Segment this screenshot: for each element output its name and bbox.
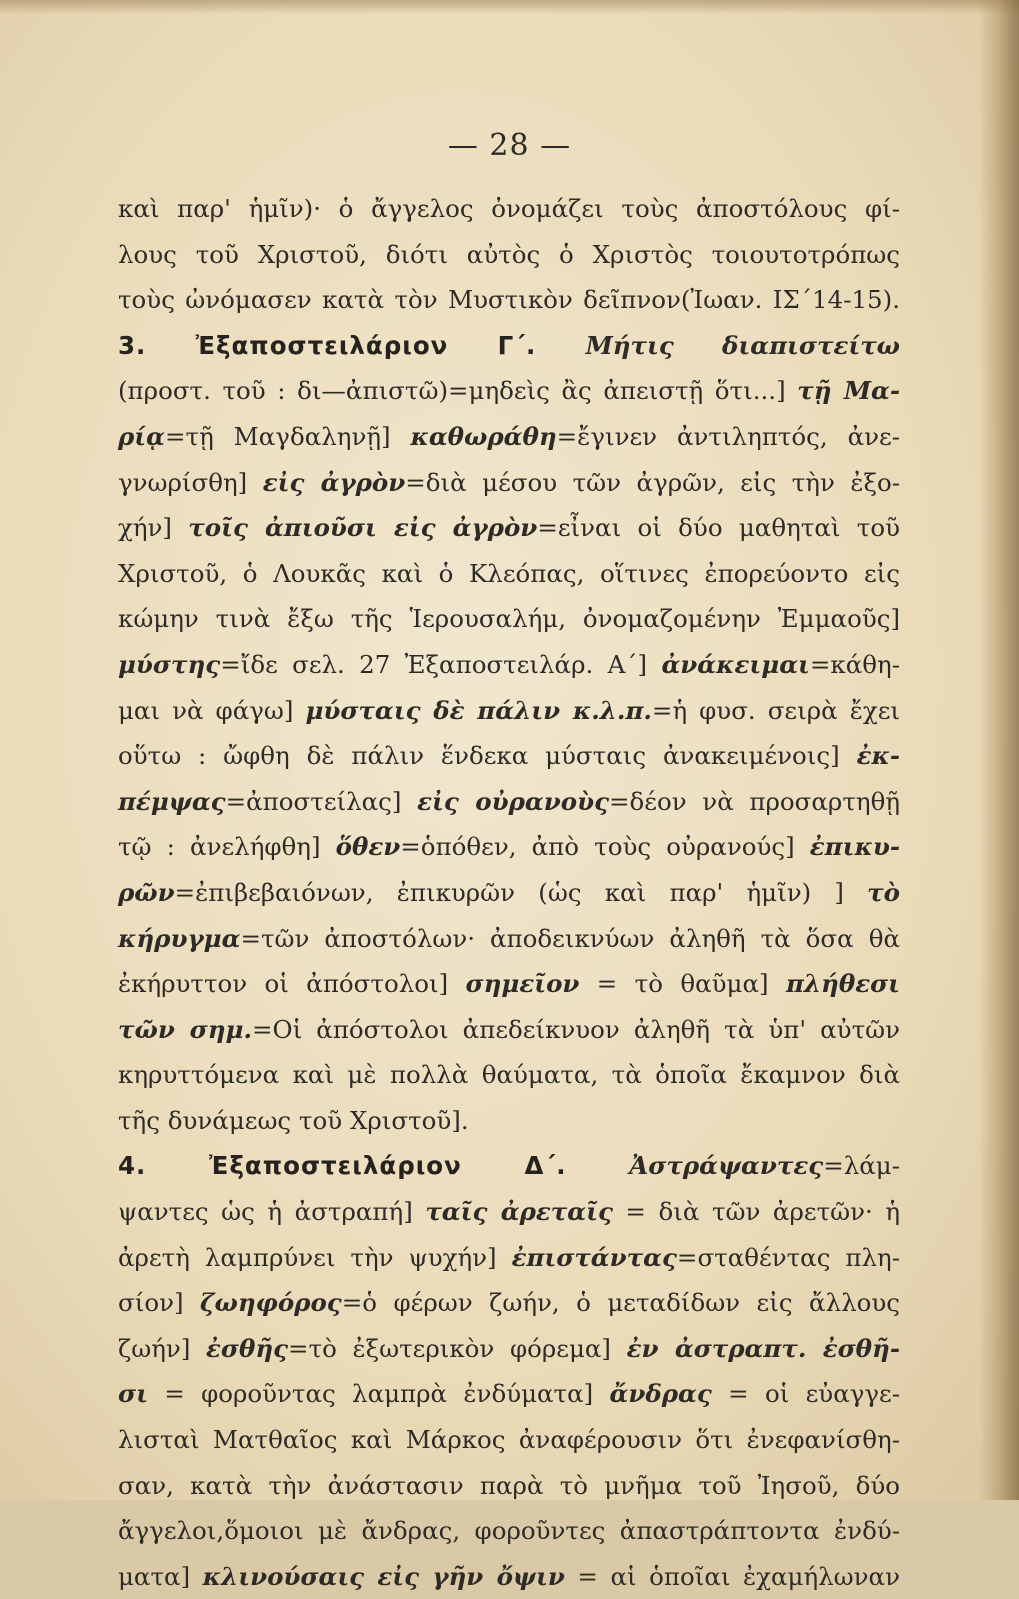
lemma-term: κλινούσαις εἰς γῆν ὄψιν [202,1561,565,1591]
text-run: =εἶναι οἱ δύο μαθηταὶ τοῦ [537,513,901,543]
text-line [118,824,900,870]
lemma-term: ρῶν [118,877,175,907]
text-run: =δέον νὰ προσαρτηθῇ [609,786,900,816]
text-run: = οἱ εὐαγγε- [711,1379,900,1409]
page-number: — 28 — [447,128,572,163]
commentary-text [118,186,900,1599]
text-run: =ἐπιβεβαιόνων, ἐπικυρῶν (ὡς καὶ παρ' ἡμῖν) ] [174,877,868,907]
text-run: =σταθέντας πλη- [676,1242,900,1272]
text-line [118,688,900,734]
section-heading: Ἐξαποστειλάριον Γ΄. [195,330,586,360]
text-line [118,323,900,369]
lemma-term: ἐν ἀστραπτ. ἐσθῆ- [626,1333,900,1363]
lemma-term: ἐκ- [856,741,900,771]
text-line [118,1280,900,1326]
text-run: ζωήν] [118,1333,207,1363]
text-line [118,733,900,779]
lemma-term: τῶν σημ. [118,1014,252,1044]
text-line [118,551,900,597]
text-run: οὕτω : ὤφθη δὲ πάλιν ἕνδεκα μύσταις ἀνακειμένοις] [118,741,857,771]
lemma-term: τὸ [867,877,900,907]
text-line [118,1007,900,1053]
text-run: γνωρίσθη] [118,467,263,497]
text-line [118,1235,900,1281]
section-number: 3. [118,330,196,360]
text-line [118,870,900,916]
text-line [118,277,900,323]
text-line [118,232,900,278]
text-line [118,1371,900,1417]
lemma-term: ζωηφόρος [200,1288,342,1318]
lemma-term: ρίᾳ [118,421,166,451]
lemma-term: σημεῖον [465,969,580,999]
lemma-term: μύσταις δὲ πάλιν κ.λ.π. [305,695,652,725]
text-line [118,596,900,642]
section-heading: Ἐξαποστειλάριον Δ΄. [209,1151,630,1181]
lemma-term: σι [118,1379,148,1409]
lemma-term: ταῖς ἀρεταῖς [425,1197,613,1227]
lemma-term: εἰς οὐρανοὺς [417,786,609,816]
lemma-term: ἀνάκειμαι [661,649,810,679]
text-line [118,1417,900,1463]
lemma-term: πέμψας [118,786,226,816]
text-run: καὶ παρ' ἡμῖν)· ὁ ἄγγελος ὀνομάζει τοὺς ἀποστόλους φί- [118,194,900,223]
text-run: =τῶν ἀποστόλων· ἀποδεικνύων ἀληθῆ τὰ ὅσα θὰ [240,923,900,953]
text-run: μαι νὰ φάγω] [118,695,306,725]
text-line [118,1143,900,1189]
lemma-term: πλήθεσι [785,969,901,999]
lemma-term: ἄνδρας [609,1379,712,1409]
text-run: Χριστοῦ, ὁ Λουκᾶς καὶ ὁ Κλεόπας, οἵτινες ἐπορεύοντο εἰς [118,558,900,588]
text-run: κηρυττόμενα καὶ μὲ πολλὰ θαύματα, τὰ ὁποῖα ἔκαμνον διὰ [118,1060,900,1090]
text-line [118,1508,900,1554]
text-run: = φοροῦντας λαμπρὰ ἐνδύματα] [147,1379,610,1409]
text-run: =ἡ φυσ. σειρὰ ἔχει [651,695,900,725]
section-number: 4. [118,1151,210,1181]
text-line [118,1463,900,1509]
text-line [118,1098,900,1144]
text-run: ἀρετὴ λαμπρύνει τὴν ψυχήν] [118,1242,512,1272]
text-line [118,642,900,688]
text-line [118,779,900,825]
text-run: =τῇ Μαγδαληνῇ] [165,421,411,451]
lemma-term: Μήτις διαπιστείτω [585,330,900,360]
lemma-term: τοῖς ἀπιοῦσι εἰς ἀγρὸν [188,513,538,543]
lemma-term: ἐσθῆς [206,1333,289,1363]
text-run: = τὸ θαῦμα] [579,969,786,999]
text-run: τοὺς ὠνόμασεν κατὰ τὸν Μυστικὸν δεῖπνον(Ἰωαν. ΙΣ΄14-15). [118,285,900,315]
text-line [118,1326,900,1372]
text-run: ἐκήρυττον οἱ ἀπόστολοι] [118,969,466,999]
text-run: λισταὶ Ματθαῖος καὶ Μάρκος ἀναφέρουσιν ὅτι ἐνεφανίσθη- [118,1425,900,1455]
text-run: ψαντες ὡς ἡ ἀστραπή] [118,1197,426,1227]
text-run: =κάθη- [809,649,900,679]
text-run: =ἴδε σελ. 27 Ἐξαποστειλάρ. Α΄] [220,649,662,679]
text-run: =τὸ ἐξωτερικὸν φόρεμα] [288,1333,627,1363]
text-run: = διὰ τῶν ἀρετῶν· ἡ [612,1197,901,1227]
text-run: =Οἱ ἀπόστολοι ἀπεδείκνυον ἀληθῆ τὰ ὑπ' αὐτῶν [251,1014,901,1044]
text-run: χήν] [118,513,189,543]
text-line [118,460,900,506]
text-line [118,1189,900,1235]
text-run: ἄγγελοι,ὅμοιοι μὲ ἄνδρας, φοροῦντες ἀπαστράπτοντα ἐνδύ- [118,1516,900,1546]
lemma-term: καθωράθη [410,421,557,451]
text-run: σίον] [118,1288,201,1318]
text-line [118,916,900,962]
page-binding-edge [979,0,1019,1500]
lemma-term: μύστης [118,649,221,679]
text-run: =λάμ- [823,1151,900,1181]
text-run: τῆς δυνάμεως τοῦ Χριστοῦ]. [118,1105,469,1135]
lemma-term: ὅθεν [335,832,401,862]
text-run: =ἀποστείλας] [225,786,418,816]
text-line [118,368,900,414]
text-run: =ὁπόθεν, ἀπὸ τοὺς οὐρανούς] [400,832,810,862]
lemma-term: Ἀστράψαντες [629,1151,824,1181]
text-line [118,414,900,460]
text-run: λους τοῦ Χριστοῦ, διότι αὐτὸς ὁ Χριστὸς τοιουτοτρόπως [118,239,900,269]
text-run: = αἱ ὁποῖαι ἐχαμήλωναν [564,1561,900,1591]
text-run: =διὰ μέσου τῶν ἀγρῶν, εἰς τὴν ἐξο- [405,467,900,497]
text-run: ματα] [118,1561,203,1591]
lemma-term: τῇ Μα- [797,376,900,406]
text-run: σαν, κατὰ τὴν ἀνάστασιν παρὰ τὸ μνῆμα τοῦ Ἰησοῦ, δύο [118,1470,900,1500]
text-run: κώμην τινὰ ἔξω τῆς Ἱερουσαλήμ, ὀνομαζομένην Ἐμμαοῦς] [118,604,900,634]
text-line [118,961,900,1007]
page-top-shadow [0,0,1019,14]
text-run: (προστ. τοῦ : δι—ἀπιστῶ)=μηδεὶς ἂς ἀπειστῇ ὅτι...] [118,376,798,406]
text-run: =ὁ φέρων ζωήν, ὁ μεταδίδων εἰς ἄλλους [341,1288,900,1318]
lemma-term: κήρυγμα [118,923,241,953]
text-line [118,186,900,232]
lemma-term: ἐπικυ- [809,832,900,862]
text-line [118,505,900,551]
text-run: =ἔγινεν ἀντιληπτός, ἀνε- [556,421,900,451]
lemma-term: ἐπιστάντας [511,1242,677,1272]
text-run: τῷ : ἀνελήφθη] [118,832,336,862]
lemma-term: εἰς ἀγρὸν [262,467,406,497]
text-line [118,1052,900,1098]
text-line [118,1554,900,1599]
